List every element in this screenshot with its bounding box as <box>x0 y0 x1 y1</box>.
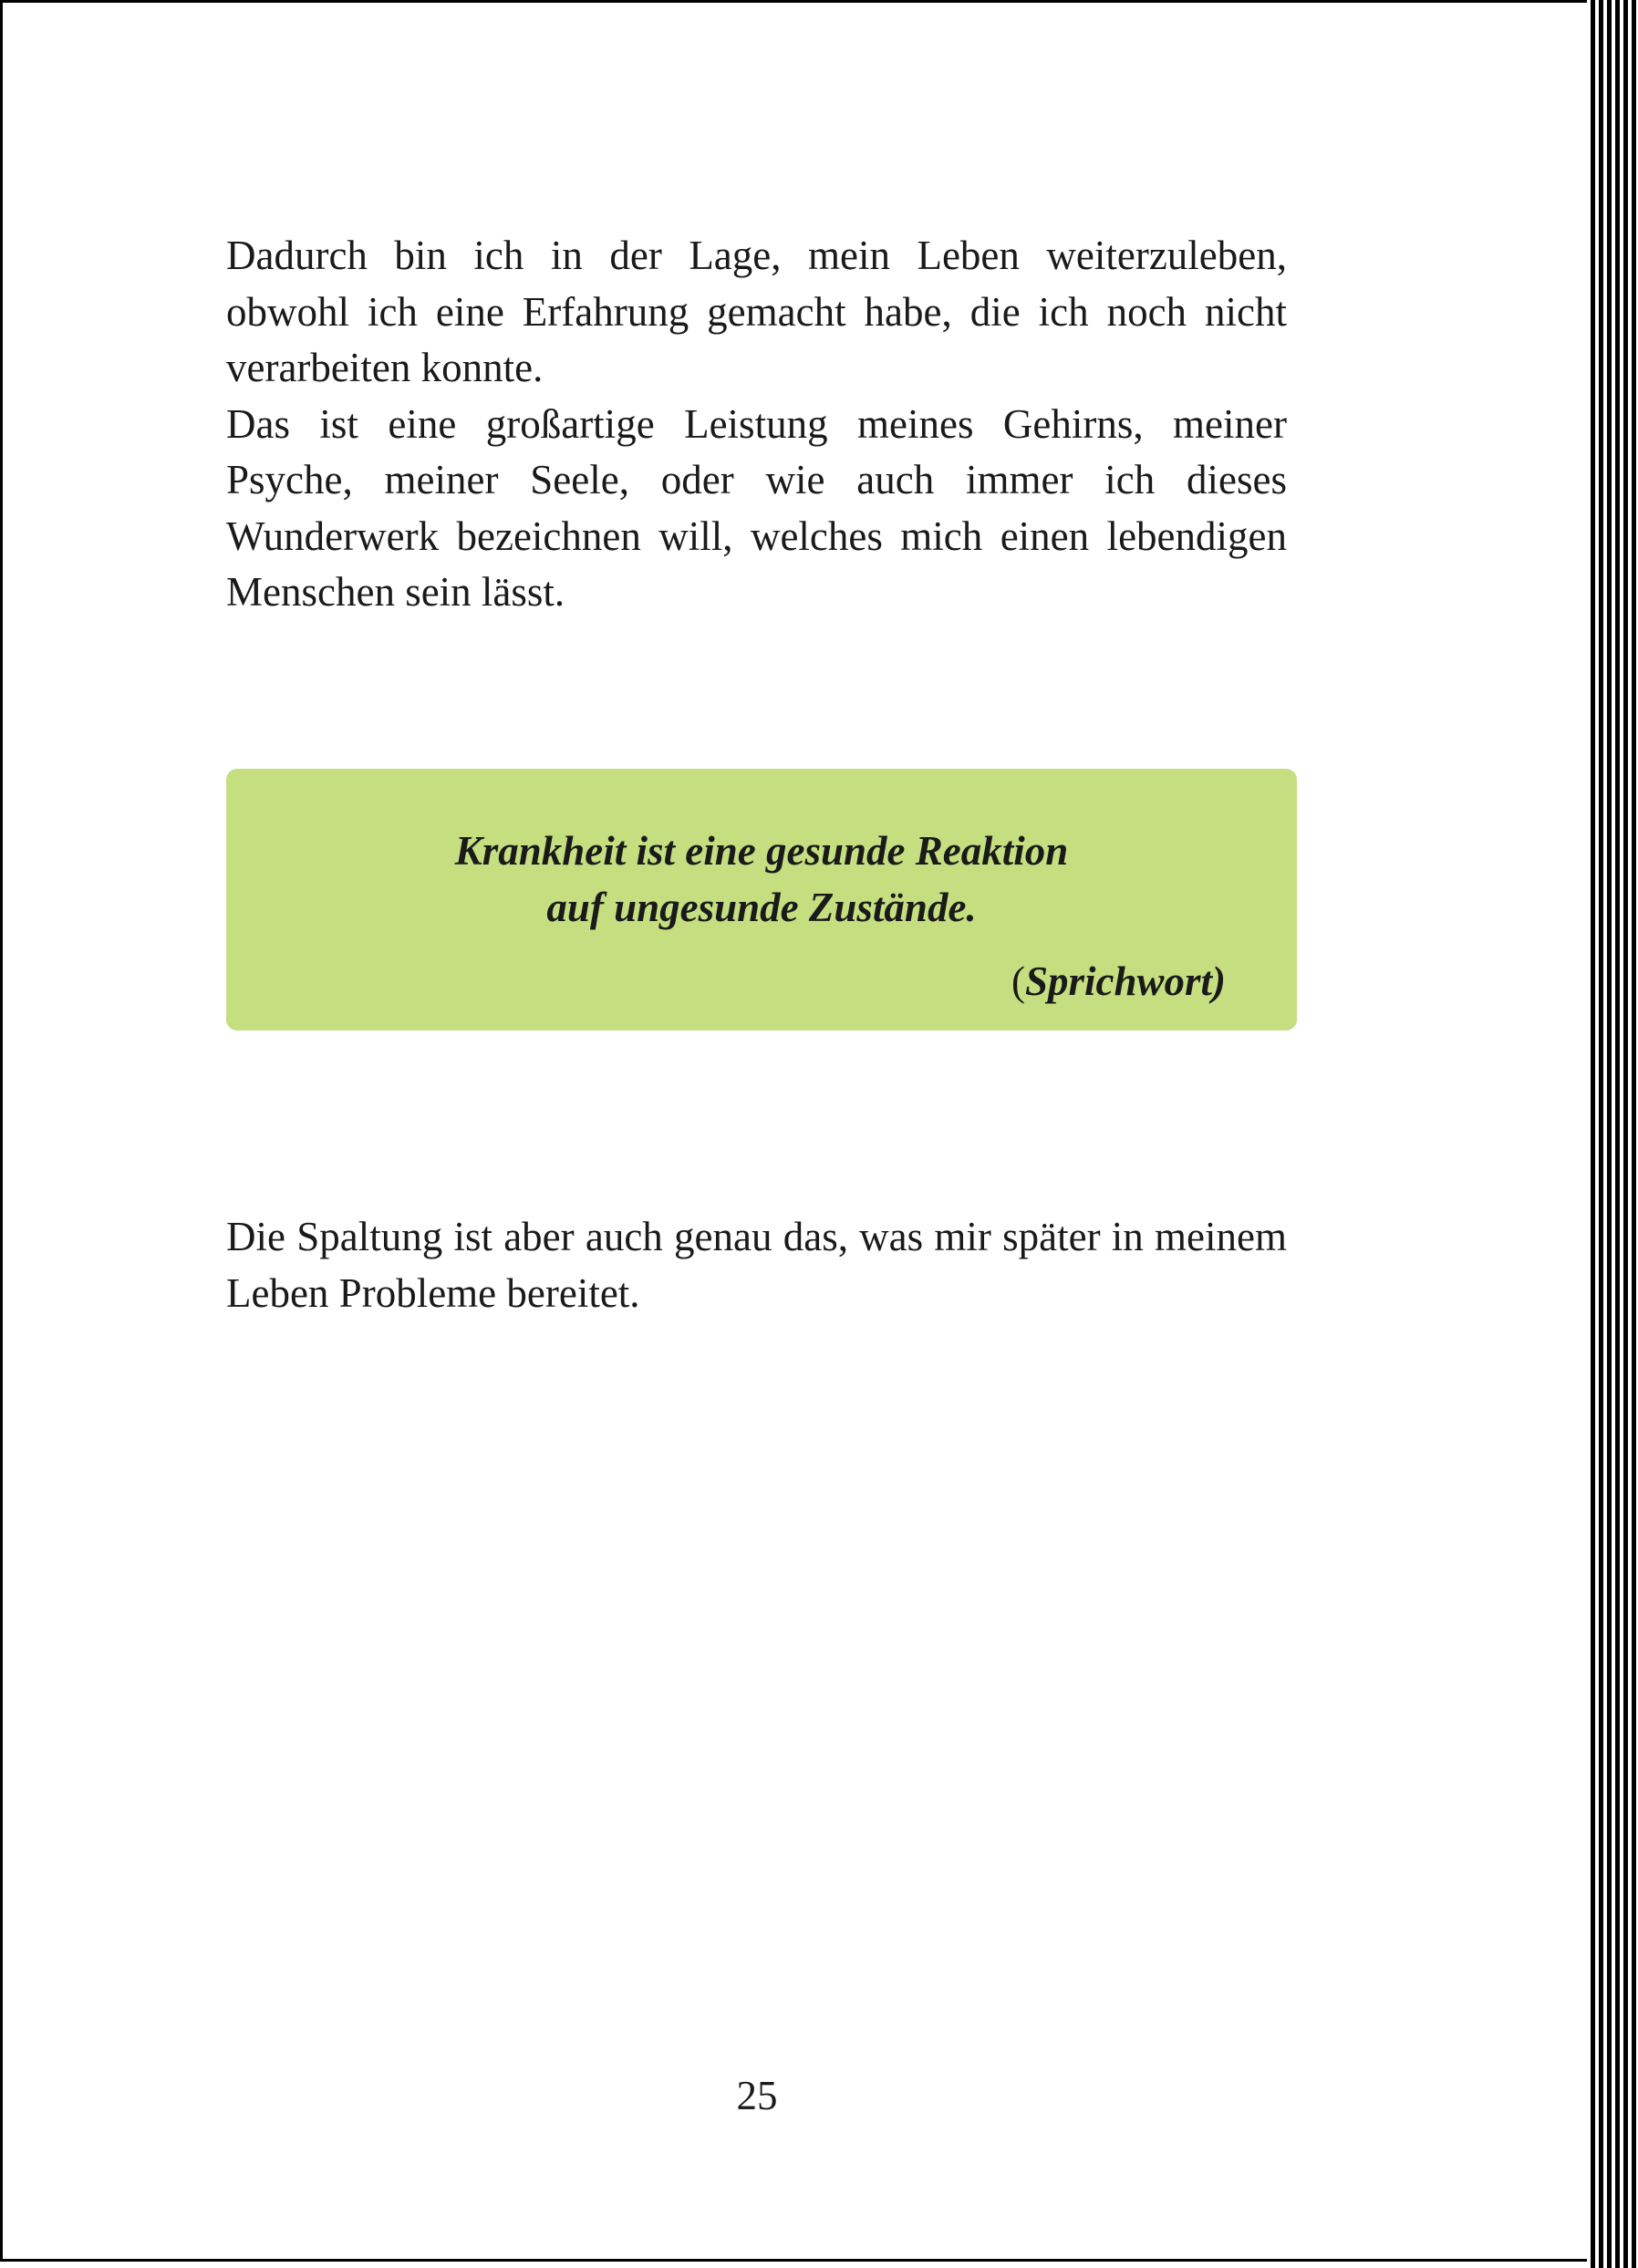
quote-line-1: Krankheit ist eine gesunde Reaktion <box>454 828 1069 874</box>
page-number: 25 <box>736 2073 778 2118</box>
quote-source-paren: ( <box>1011 958 1025 1004</box>
paragraph-1: Dadurch bin ich in der Lage, mein Leben weiterzuleben, obwohl ich eine Erfahrung gemacht habe, die ich noch nicht verarbeiten konnte. <box>226 233 1287 390</box>
page-edge-stripes <box>1591 0 1638 2268</box>
quote-source-text: Sprichwort) <box>1024 958 1226 1004</box>
quote-box <box>226 769 1297 1030</box>
quote-source <box>1011 954 1226 1009</box>
quote-line-2: auf ungesunde Zustände. <box>546 885 977 930</box>
paragraph-2: Das ist eine großartige Leistung meines Gehirns, meiner Psyche, meiner Seele, oder wie auch immer ich dieses Wunderwerk bezeichnen will, welches mich einen lebendigen Menschen sein lässt. <box>226 400 1287 615</box>
paragraph-3: Die Spaltung ist aber auch genau das, was mir später in meinem Leben Probleme bereitet. <box>226 1214 1287 1316</box>
body-section-top <box>226 228 1287 621</box>
